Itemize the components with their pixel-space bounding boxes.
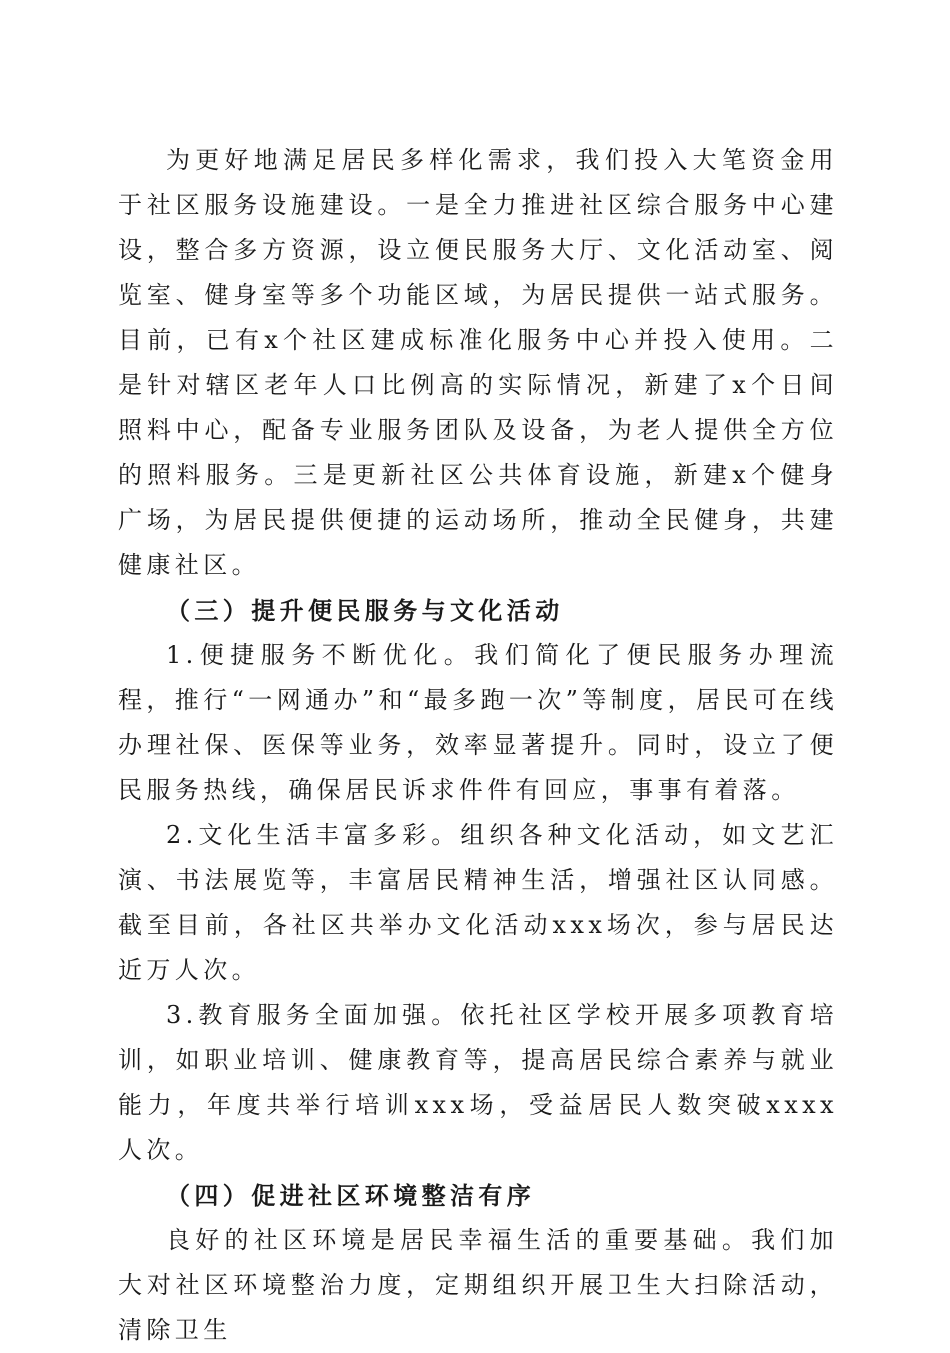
paragraph-facilities: 为更好地满足居民多样化需求，我们投入大笔资金用于社区服务设施建设。一是全力推进社区综合服务中心建设，整合多方资源，设立便民服务大厅、文化活动室、阅览室、健身室等多个功能区域，为居民提供一站式服务。目前，已有x个社区建成标准化服务中心并投入使用。二是针对辖区老年人口比例高的实际情况，新建了x个日间照料中心，配备专业服务团队及设备，为老人提供全方位的照料服务。三是更新社区公共体育设施，新建x个健身广场，为居民提供便捷的运动场所，推动全民健身，共建健康社区。 <box>118 146 838 579</box>
paragraph-education-services: 3.教育服务全面加强。依托社区学校开展多项教育培训，如职业培训、健康教育等，提高居民综合素养与就业能力，年度共举行培训xxx场，受益居民人数突破xxxx人次。 <box>118 1001 838 1164</box>
paragraph-service-optimization: 1.便捷服务不断优化。我们简化了便民服务办理流程，推行“一网通办”和“最多跑一次”等制度，居民可在线办理社保、医保等业务，效率显著提升。同时，设立了便民服务热线，确保居民诉求件件有回应，事事有着落。 <box>118 641 838 804</box>
paragraph-cultural-life: 2.文化生活丰富多彩。组织各种文化活动，如文艺汇演、书法展览等，丰富居民精神生活，增强社区认同感。截至目前，各社区共举办文化活动xxx场次，参与居民达近万人次。 <box>118 821 838 984</box>
section-heading-4: （四）促进社区环境整洁有序 <box>166 1181 536 1210</box>
section-heading-3: （三）提升便民服务与文化活动 <box>166 596 564 625</box>
document-body <box>118 138 838 1353</box>
paragraph-environment: 良好的社区环境是居民幸福生活的重要基础。我们加大对社区环境整治力度，定期组织开展卫生大扫除活动，清除卫生 <box>118 1226 838 1344</box>
